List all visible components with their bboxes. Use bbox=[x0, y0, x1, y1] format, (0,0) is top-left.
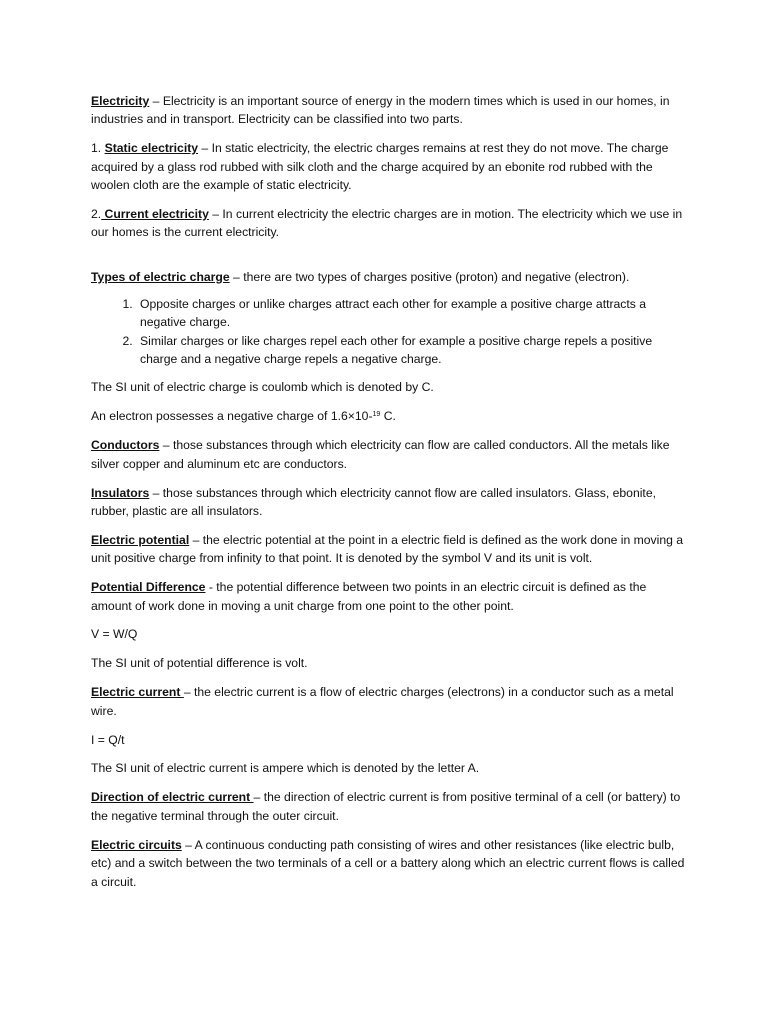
term-electric-current: Electric current bbox=[91, 685, 184, 700]
current-number: 2. bbox=[91, 207, 102, 222]
charge-rules-list bbox=[91, 295, 689, 369]
current-definition: – In current electricity the electric charges are in motion. The electricity which we use in our homes is the current electricity. bbox=[91, 207, 683, 240]
term-electric-potential: Electric potential bbox=[91, 532, 190, 547]
electric-potential-paragraph bbox=[91, 531, 689, 568]
static-electricity-paragraph bbox=[91, 139, 689, 194]
types-of-charge-paragraph bbox=[91, 268, 689, 286]
conductors-paragraph bbox=[91, 436, 689, 473]
current-flow-definition: – the electric current is a flow of electric charges (electrons) in a conductor such as a metal wire. bbox=[91, 685, 674, 718]
term-conductors: Conductors bbox=[91, 438, 160, 453]
static-number: 1. bbox=[91, 141, 105, 156]
term-electricity: Electricity bbox=[91, 94, 150, 108]
types-definition: – there are two types of charges positive (proton) and negative (electron). bbox=[229, 269, 630, 284]
formula-voltage: V = W/Q bbox=[91, 627, 138, 642]
conductors-definition: – those substances through which electricity can flow are called conductors. All the metals like silver copper and aluminum etc are conductors. bbox=[91, 438, 670, 471]
term-potential-difference: Potential Difference bbox=[91, 580, 206, 595]
term-static-electricity: Static electricity bbox=[104, 141, 199, 156]
potential-difference-paragraph bbox=[91, 578, 689, 615]
list-item: 2. Similar charges or like charges repel each other for example a positive charge repels a positive charge and a negative charge repels a negative charge. bbox=[136, 332, 689, 369]
current-electricity-paragraph bbox=[91, 205, 689, 242]
term-insulators: Insulators bbox=[91, 485, 150, 500]
static-definition: – In static electricity, the electric charges remains at rest they do not move. The charge acquired by a glass rod rubbed with silk cloth and the charge acquired by an ebonite rod rubbed with the woolen cloth are the example of static electricity. bbox=[91, 141, 669, 193]
direction-definition: – the direction of electric current is from positive terminal of a cell (or battery) to the negative terminal through the outer circuit. bbox=[91, 790, 681, 823]
electric-circuits-paragraph bbox=[91, 836, 689, 891]
electron-charge-text: An electron possesses a negative charge of 1.6×10- bbox=[91, 409, 373, 424]
si-unit-current: The SI unit of electric current is ampere which is denoted by the letter A. bbox=[91, 761, 480, 776]
document-page bbox=[91, 92, 689, 901]
circuits-definition: – A continuous conducting path consisting of wires and other resistances (like electric bulb, etc) and a switch between the two terminals of a cell or a battery along which an electric current flows is called a circuit. bbox=[91, 837, 685, 889]
term-electric-circuits: Electric circuits bbox=[91, 837, 182, 852]
term-direction-of-current: Direction of electric current bbox=[91, 790, 254, 805]
insulators-paragraph bbox=[91, 484, 689, 521]
si-unit-charge: The SI unit of electric charge is coulomb which is denoted by C. bbox=[91, 380, 434, 395]
list-item: 1. Opposite charges or unlike charges attract each other for example a positive charge attracts a negative charge. bbox=[136, 295, 689, 332]
electron-charge-unit: C. bbox=[380, 409, 396, 424]
electricity-definition: – Electricity is an important source of energy in the modern times which is used in our homes, in industries and in transport. Electricity can be classified into two parts. bbox=[91, 94, 670, 127]
term-current-electricity: Current electricity bbox=[101, 207, 209, 222]
electron-charge-paragraph bbox=[91, 407, 689, 425]
formula-current: I = Q/t bbox=[91, 732, 125, 747]
electricity-paragraph bbox=[91, 92, 689, 129]
term-types-of-charge: Types of electric charge bbox=[91, 269, 230, 284]
insulators-definition: – those substances through which electricity cannot flow are called insulators. Glass, ebonite, rubber, plastic are all insulators. bbox=[91, 485, 656, 518]
si-unit-potential-difference: The SI unit of potential difference is volt. bbox=[91, 656, 308, 671]
electron-charge-exponent: 19 bbox=[372, 411, 381, 419]
potential-definition: – the electric potential at the point in a electric field is defined as the work done in moving a unit positive charge from infinity to that point. It is denoted by the symbol V and its unit is volt. bbox=[91, 532, 684, 566]
electric-current-paragraph bbox=[91, 683, 689, 720]
pd-definition: - the potential difference between two points in an electric circuit is defined as the amount of work done in moving a unit charge from one point to the other point. bbox=[91, 580, 647, 613]
direction-of-current-paragraph bbox=[91, 788, 689, 825]
